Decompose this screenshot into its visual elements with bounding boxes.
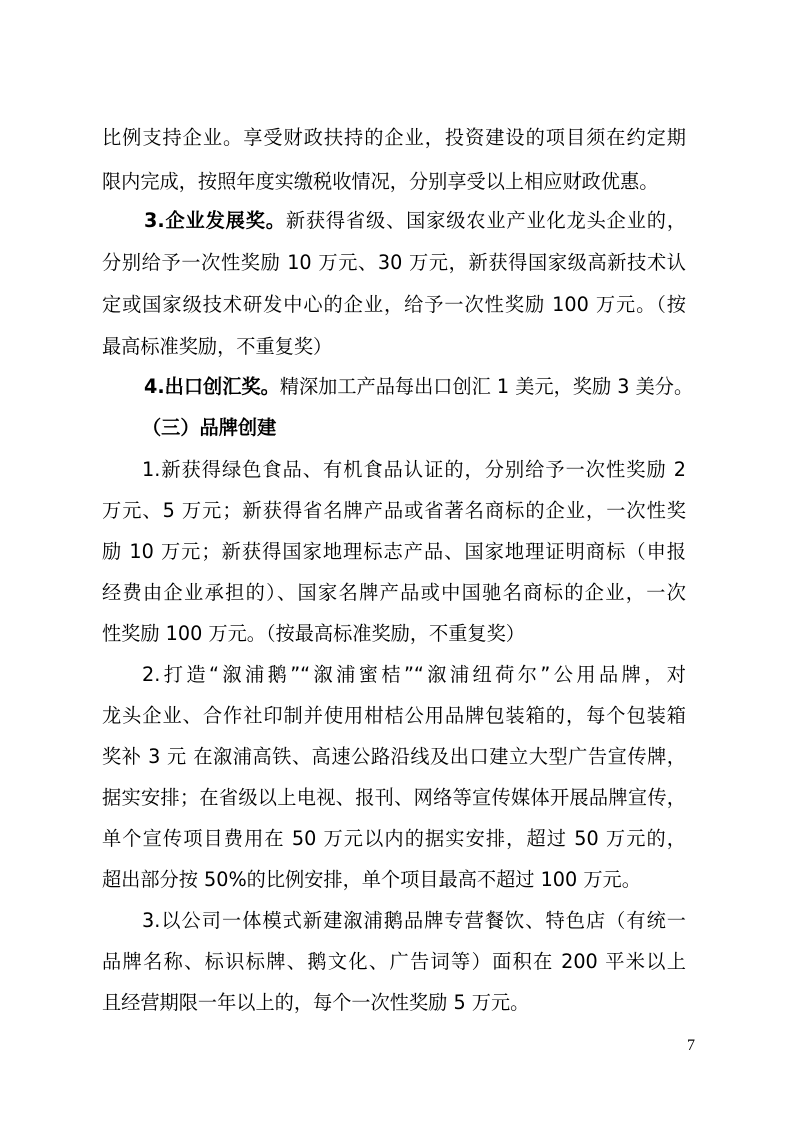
section-heading: 3.企业发展奖。 [144, 209, 286, 232]
paragraph-line: 最高标准奖励，不重复奖） [102, 335, 333, 358]
paragraph-line: 1.新获得绿色食品、有机食品认证的，分别给予一次性奖励 2 [142, 458, 686, 481]
paragraph-line: 据实安排；在省级以上电视、报刊、网络等宣传媒体开展品牌宣传， [102, 786, 686, 809]
paragraph-line: 定或国家级技术研发中心的企业，给予一次性奖励 100 万元。（按 [102, 293, 686, 316]
paragraph-line: 2.打造“溆浦鹅”“溆浦蜜桔”“溆浦纽荷尔”公用品牌，对 [142, 663, 686, 686]
subsection-heading: （三）品牌创建 [142, 416, 277, 439]
paragraph-line: 超出部分按 50%的比例安排，单个项目最高不超过 100 万元。 [102, 868, 641, 891]
paragraph-line: 万元、5 万元；新获得省名牌产品或省著名商标的企业，一次性奖 [102, 499, 686, 522]
paragraph-line: 比例支持企业。享受财政扶持的企业，投资建设的项目须在约定期 [102, 126, 686, 149]
paragraph-line: 品牌名称、标识标牌、鹅文化、广告词等）面积在 200 平米以上 [102, 950, 686, 973]
paragraph-line: 性奖励 100 万元。（按最高标准奖励，不重复奖） [102, 622, 525, 645]
paragraph-line: 经费由企业承担的）、国家名牌产品或中国驰名商标的企业，一次 [102, 581, 686, 604]
paragraph-text: 新获得省级、国家级农业产业化龙头企业的， [285, 209, 687, 232]
section-heading: 4.出口创汇奖。 [144, 375, 280, 398]
paragraph-line: 分别给予一次性奖励 10 万元、30 万元，新获得国家级高新技术认 [102, 251, 686, 274]
paragraph-line: 龙头企业、合作社印制并使用柑桔公用品牌包装箱的，每个包装箱 [102, 704, 686, 727]
paragraph-line: 奖补 3 元 在溆浦高铁、高速公路沿线及出口建立大型广告宣传牌， [102, 745, 686, 768]
page-number: 7 [687, 1037, 695, 1054]
award-paragraph-first-line [144, 207, 686, 235]
paragraph-line: 单个宣传项目费用在 50 万元以内的据实安排，超过 50 万元的， [102, 827, 686, 850]
paragraph-line: 限内完成，按照年度实缴税收情况，分别享受以上相应财政优惠。 [102, 170, 659, 193]
paragraph-text: 精深加工产品每出口创汇 1 美元，奖励 3 美分。 [279, 375, 694, 398]
paragraph-line: 3.以公司一体模式新建溆浦鹅品牌专营餐饮、特色店（有统一 [142, 909, 686, 932]
paragraph-line: 且经营期限一年以上的，每个一次性奖励 5 万元。 [102, 991, 530, 1014]
paragraph-line: 励 10 万元；新获得国家地理标志产品、国家地理证明商标（申报 [102, 540, 686, 563]
award-paragraph-first-line [144, 373, 694, 401]
